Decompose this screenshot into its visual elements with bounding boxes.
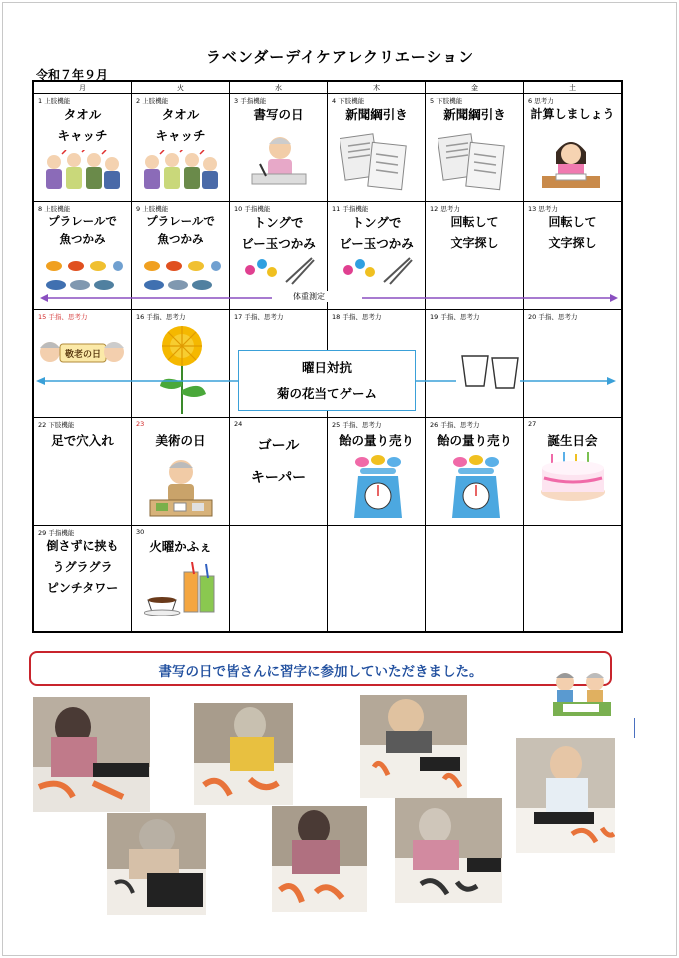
girl-studying-icon [538,134,604,190]
photo-calligraphy-2 [194,703,293,805]
activity-title: タオル キャッチ [57,107,108,143]
sea-creatures-icon [42,258,124,294]
day-cell [132,310,230,418]
day-cell [328,418,426,526]
tongs-marbles-icon [242,256,316,286]
activity-title: 足で穴入れ [51,433,114,448]
elderly-couple-icon [549,668,615,720]
photo-calligraphy-6 [272,806,367,912]
day-cell [426,526,524,633]
day-cell [426,94,524,202]
day-number: 9 上肢機能 [136,205,169,213]
candy-scale-icon [350,454,406,522]
people-cheering-icon [140,150,220,194]
birthday-cake-icon [538,452,608,502]
day-cell [230,94,328,202]
week-row [33,526,622,633]
day-cell [328,526,426,633]
day-cell [524,94,623,202]
weekday-header: 月 [33,81,132,94]
day-number: 26 手指、思考力 [430,421,480,429]
chrysanthemum-icon [154,322,210,416]
activity-title: 倒さずに挟も うグラグラ ピンチタワー [46,539,119,595]
day-cell [132,418,230,526]
day-number: 5 下肢機能 [430,97,463,105]
activity-title: 回転して 文字探し [450,215,499,250]
activity-title: 火曜かふぇ [149,539,212,554]
day-number: 19 手指、思考力 [430,313,480,321]
activity-title: 美術の日 [155,433,206,448]
weekday-header: 火 [132,81,230,94]
day-number: 30 [136,528,145,536]
day-cell [33,418,132,526]
center-event-line2: 菊の花当てゲーム [276,386,377,401]
day-cell [426,310,524,418]
day-cell [33,94,132,202]
sea-creatures-icon [140,258,222,294]
day-cell [328,94,426,202]
newspaper-icon [438,132,508,192]
day-cell [230,526,328,633]
day-number: 2 上肢機能 [136,97,169,105]
candy-scale-icon [448,454,504,522]
day-cell [33,310,132,418]
era-month: 令和７年９月 [36,68,109,82]
day-number: 1 上肢機能 [38,97,71,105]
center-event-box [238,350,416,411]
activity-title: プラレールで 魚つかみ [146,214,215,246]
day-cell [524,310,623,418]
page-title: ラベンダーデイケアレクリエーション [205,48,475,66]
day-number: 4 下肢機能 [332,97,365,105]
day-number: 8 上肢機能 [38,205,71,213]
week-row [33,94,622,202]
day-cell [230,418,328,526]
week-row [33,418,622,526]
activity-title: 飴の量り売り [436,433,512,448]
day-number: 15 手指、思考力 [38,313,88,321]
photo-calligraphy-5 [107,813,206,915]
elderly-art-icon [146,456,216,520]
banner-text: 書写の日で皆さんに習字に参加していただきました。 [158,664,483,680]
day-number: 27 [528,420,537,428]
day-cell [426,418,524,526]
activity-title: 書写の日 [253,107,304,122]
day-number: 25 手指、思考力 [332,421,382,429]
day-number: 6 思考力 [528,97,554,105]
day-cell [132,94,230,202]
activity-title: 飴の量り売り [338,433,414,448]
photo-calligraphy-7 [395,798,502,903]
keiro-label: 敬老の日 [64,350,101,360]
activity-title: タオル キャッチ [155,107,206,143]
activity-title: 回転して 文字探し [548,215,597,250]
activity-title: 誕生日会 [547,433,598,448]
tongs-marbles-icon [340,256,414,286]
weekday-header: 木 [328,81,426,94]
day-number: 18 手指、思考力 [332,313,382,321]
day-cell [33,526,132,633]
weekday-header: 水 [230,81,328,94]
weekday-header: 土 [524,81,623,94]
weekday-header: 金 [426,81,524,94]
activity-title: プラレールで 魚つかみ [48,214,117,246]
day-number: 29 手指機能 [38,529,75,537]
day-number: 17 手指、思考力 [234,313,284,321]
day-number: 20 手指、思考力 [528,313,578,321]
coffee-drinks-icon [144,562,220,616]
cursor-line [634,718,635,738]
day-cell [524,418,623,526]
day-number: 22 下肢機能 [38,421,75,429]
day-number: 23 [136,420,145,428]
activity-title: 新聞綱引き [345,107,408,122]
activity-title: 計算しましょう [530,107,615,121]
day-number: 24 [234,420,243,428]
newspaper-icon [340,132,410,192]
day-cell [524,526,623,633]
day-number: 16 手指、思考力 [136,313,186,321]
photo-calligraphy-4 [516,738,615,853]
day-number: 3 手指機能 [234,97,267,105]
day-number: 13 思考力 [528,205,558,213]
day-number: 11 手指機能 [332,205,369,213]
activity-title: トングで ビー玉つかみ [339,215,414,251]
photo-calligraphy-1 [33,697,150,812]
photo-calligraphy-3 [360,695,467,798]
day-cell [132,526,230,633]
activity-title: ゴール キーパー [250,438,307,486]
banner-box [29,651,612,686]
day-number: 12 思考力 [430,205,460,213]
day-number: 10 手指機能 [234,205,271,213]
elderly-writing-icon [246,134,310,186]
weight-label: 体重測定 [280,291,338,302]
center-event-line1: 曜日対抗 [301,360,352,375]
people-cheering-icon [42,150,122,194]
activity-title: 新聞綱引き [443,107,506,122]
activity-title: トングで ビー玉つかみ [241,215,316,251]
